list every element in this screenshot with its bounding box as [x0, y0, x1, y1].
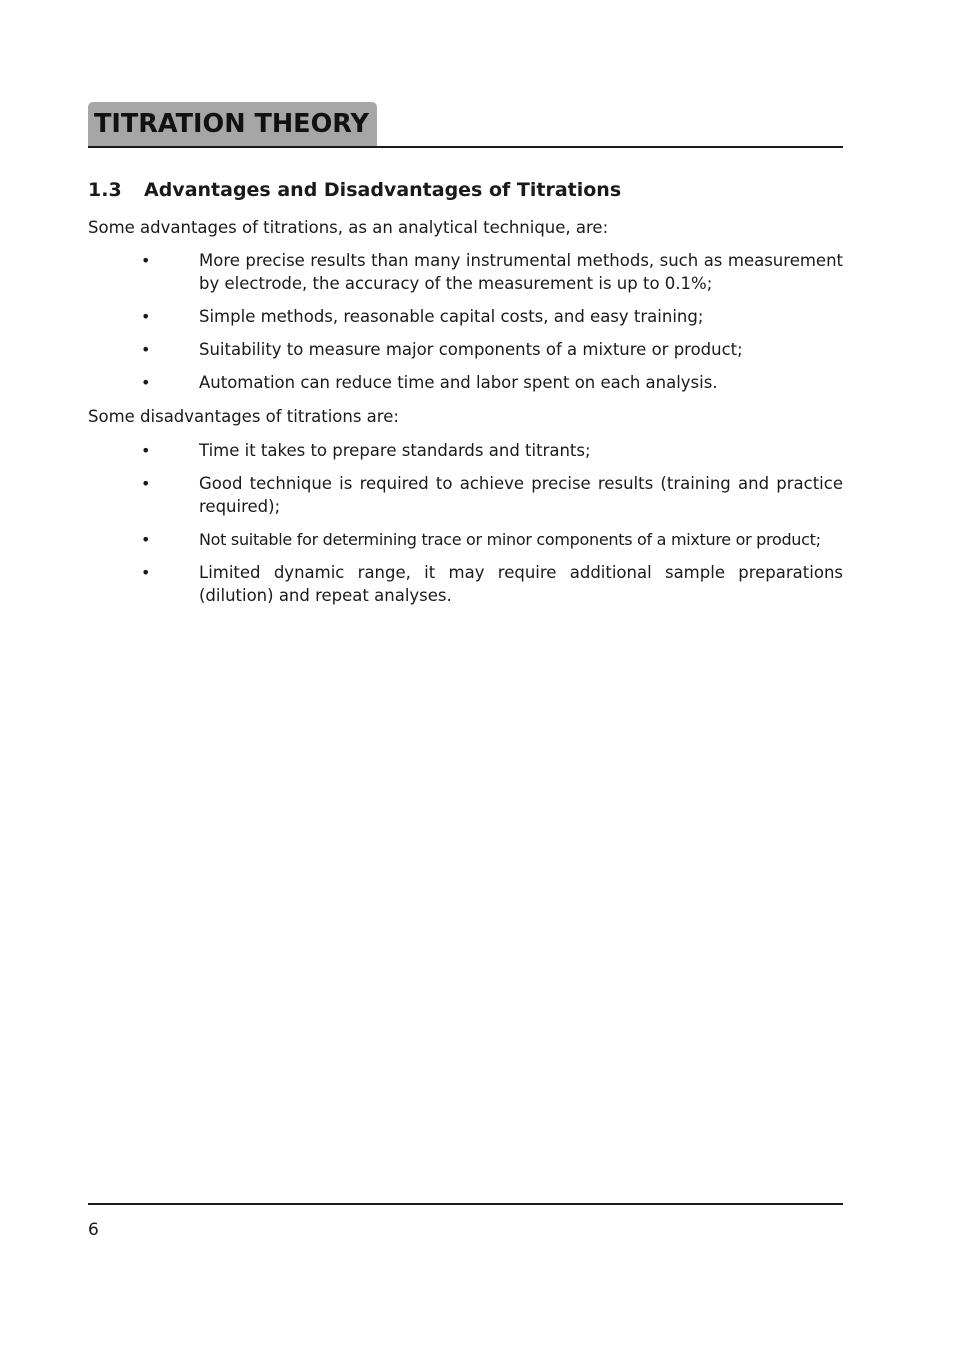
list-item-text: Limited dynamic range, it may require additional sample preparations (dilution) and repeat analyses. [199, 563, 843, 605]
bullet-icon: • [141, 340, 151, 359]
advantages-list [88, 249, 843, 394]
list-item [88, 561, 843, 607]
list-item-text: Simple methods, reasonable capital costs, and easy training; [199, 307, 704, 326]
advantages-intro: Some advantages of titrations, as an analytical technique, are: [88, 218, 609, 237]
section-title: Advantages and Disadvantages of Titrations [144, 179, 622, 201]
section-number: 1.3 [88, 179, 122, 201]
page-number: 6 [88, 1220, 99, 1240]
bullet-icon: • [141, 474, 151, 493]
list-item [88, 439, 843, 462]
chapter-title: TITRATION THEORY [88, 102, 377, 146]
list-item-text: More precise results than many instrumental methods, such as measurement by electrode, the accuracy of the measurement is up to 0.1%; [199, 251, 843, 293]
list-item [88, 528, 843, 551]
bullet-icon: • [141, 530, 151, 549]
bullet-icon: • [141, 563, 151, 582]
bullet-icon: • [141, 251, 151, 270]
list-item [88, 472, 843, 518]
list-item [88, 371, 843, 394]
footer-divider [88, 1203, 843, 1205]
list-item [88, 305, 843, 328]
disadvantages-list [88, 439, 843, 607]
list-item [88, 249, 843, 295]
chapter-header [88, 102, 843, 148]
list-item [88, 338, 843, 361]
disadvantages-intro: Some disadvantages of titrations are: [88, 407, 399, 426]
list-item-text: Not suitable for determining trace or minor components of a mixture or product; [199, 530, 821, 549]
bullet-icon: • [141, 441, 151, 460]
header-divider [88, 146, 843, 148]
list-item-text: Automation can reduce time and labor spent on each analysis. [199, 373, 718, 392]
list-item-text: Time it takes to prepare standards and titrants; [199, 441, 591, 460]
bullet-icon: • [141, 307, 151, 326]
section-heading [88, 177, 621, 203]
list-item-text: Suitability to measure major components of a mixture or product; [199, 340, 743, 359]
list-item-text: Good technique is required to achieve precise results (training and practice required); [199, 474, 843, 516]
bullet-icon: • [141, 373, 151, 392]
